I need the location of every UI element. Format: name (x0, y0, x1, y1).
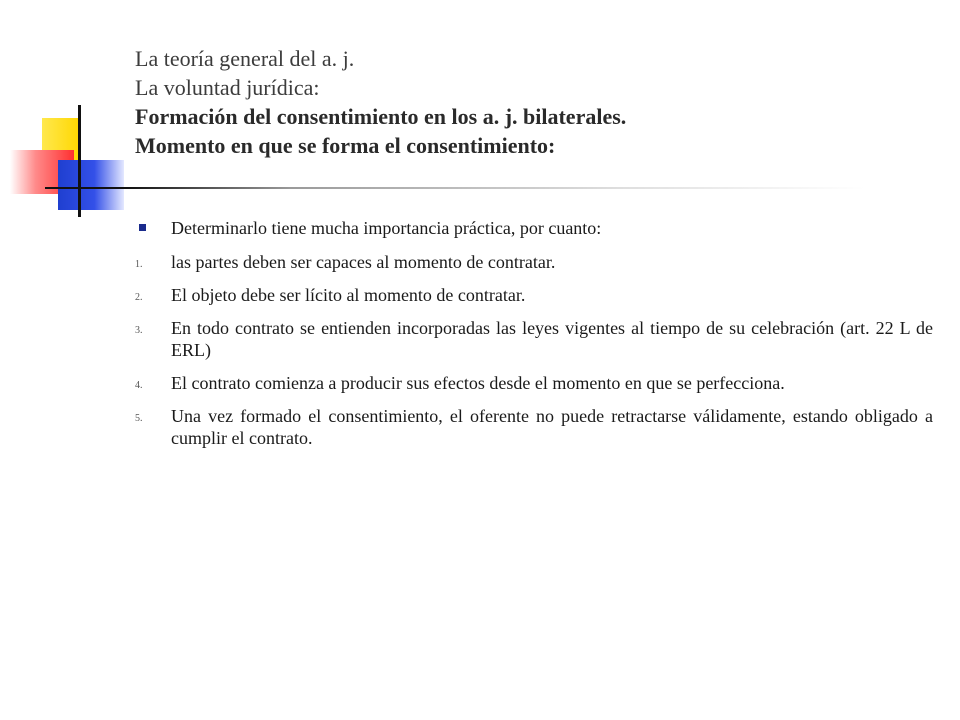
list-item-text: En todo contrato se entienden incorporadas las leyes vigentes al tiempo de su celebración (art. 22 L de ERL) (171, 318, 933, 360)
slide-body (135, 217, 933, 460)
title-line-1: La teoría general del a. j. (135, 46, 355, 71)
title-line-3: Formación del consentimiento en los a. j. bilaterales. (135, 104, 627, 129)
list-item-text: El objeto debe ser lícito al momento de contratar. (171, 285, 526, 305)
list-item (135, 251, 933, 273)
list-item (135, 372, 933, 394)
list-item-number: 5. (135, 413, 143, 424)
list-item-number: 2. (135, 292, 143, 303)
list-item-number: 1. (135, 259, 143, 270)
list-item (135, 284, 933, 306)
list-item-text: Una vez formado el consentimiento, el oferente no puede retractarse válidamente, estando obligado a cumplir el contrato. (171, 406, 933, 448)
list-item-number: 4. (135, 380, 143, 391)
title-divider-line (45, 187, 865, 189)
square-bullet-icon (139, 224, 146, 231)
list-item-text: El contrato comienza a producir sus efectos desde el momento en que se perfecciona. (171, 373, 785, 393)
intro-text: Determinarlo tiene mucha importancia práctica, por cuanto: (171, 218, 602, 238)
slide-title (135, 44, 915, 160)
list-item-number: 3. (135, 325, 143, 336)
list-item-text: las partes deben ser capaces al momento de contratar. (171, 252, 556, 272)
title-line-2: La voluntad jurídica: (135, 75, 320, 100)
intro-bullet (135, 217, 933, 239)
numbered-list (135, 251, 933, 449)
list-item (135, 317, 933, 361)
decorative-blue-block (58, 160, 124, 210)
title-line-4: Momento en que se forma el consentimiento: (135, 133, 556, 158)
decorative-vertical-line (78, 105, 81, 217)
list-item (135, 405, 933, 449)
